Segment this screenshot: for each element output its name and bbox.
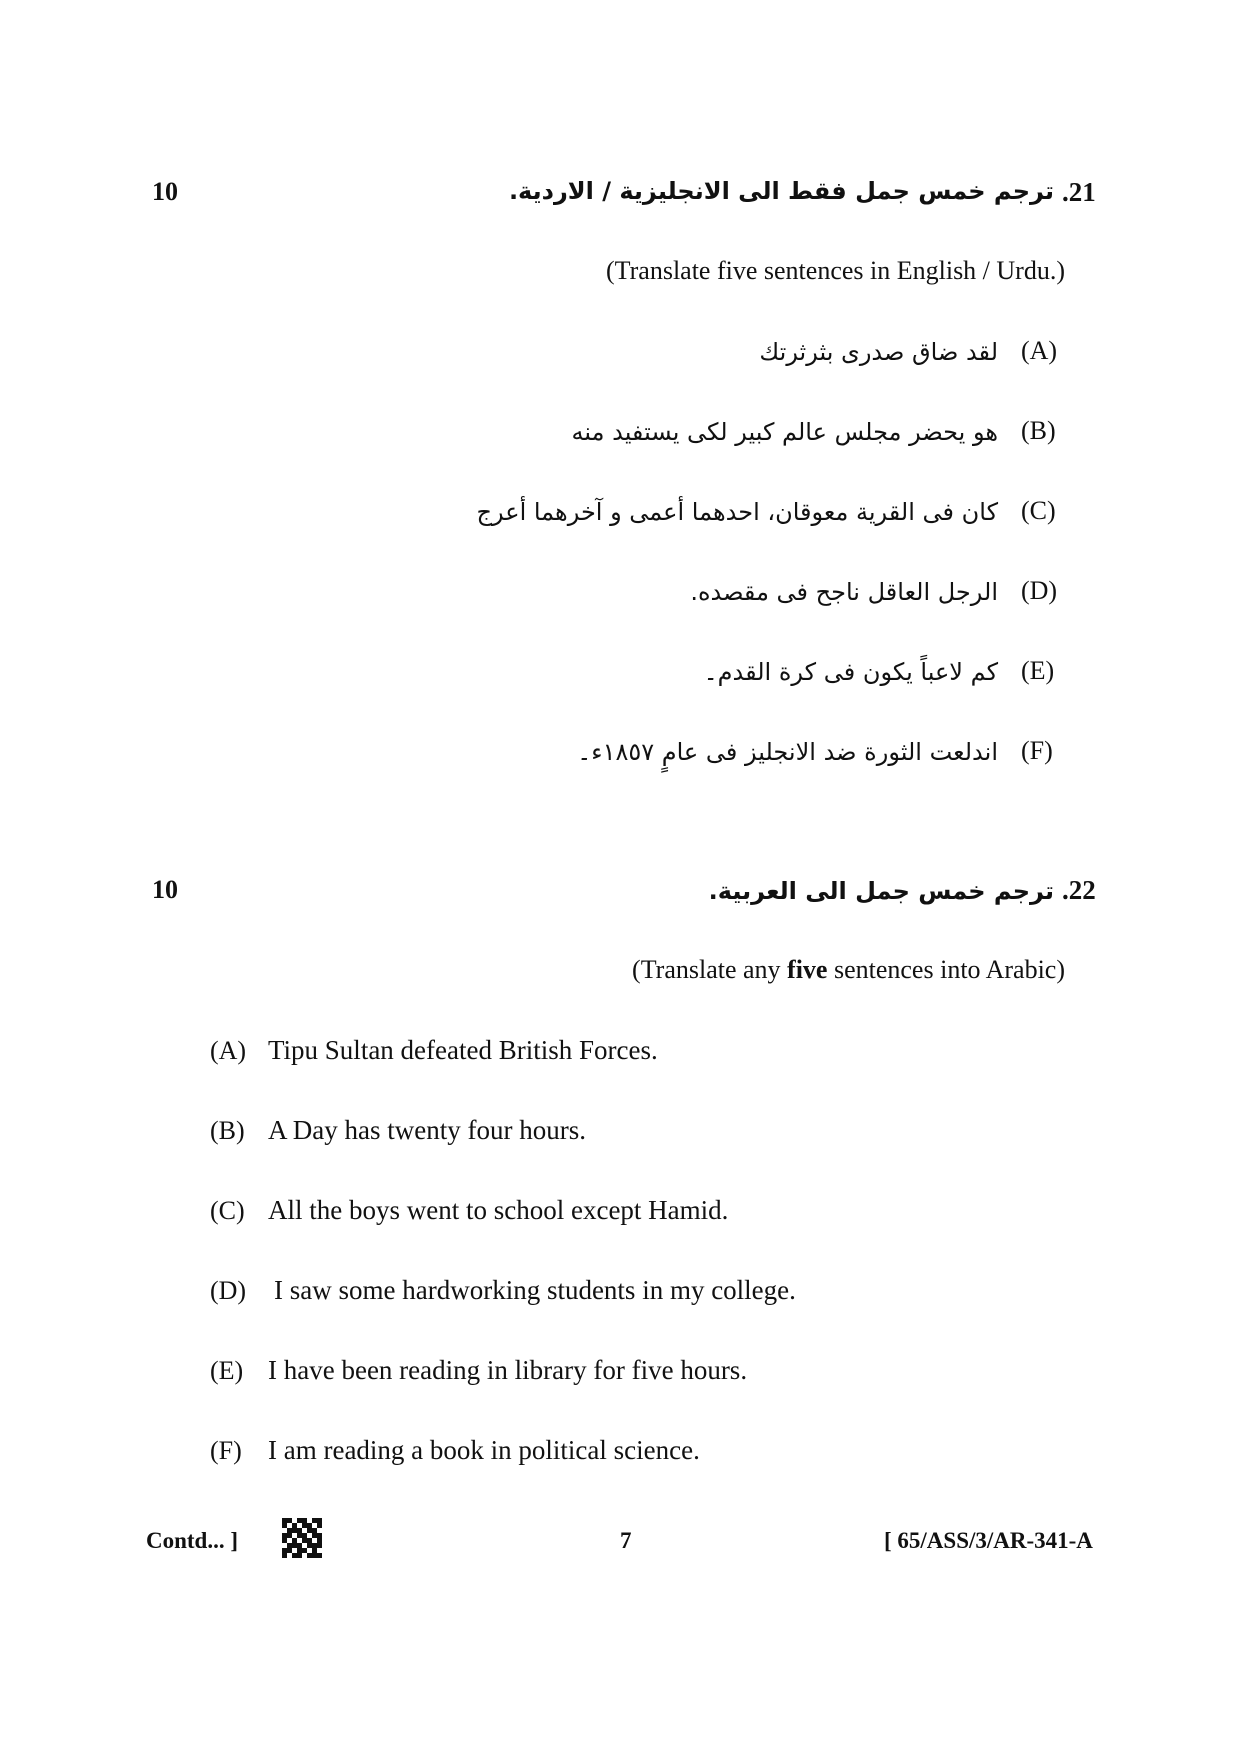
q22-instruction — [632, 955, 1065, 985]
q21-instruction: (Translate five sentences in English / Urdu.) — [606, 256, 1065, 285]
q22-option-e-text: I have been reading in library for five hours. — [268, 1355, 748, 1385]
q22-instruction-pre: (Translate any — [632, 955, 788, 984]
q21-option-f-text: اندلعت الثورة ضد الانجليز فى عامٍ ١٨٥٧ء۔ — [577, 738, 998, 766]
footer-page-number: 7 — [620, 1528, 632, 1553]
q22-option-a-text: Tipu Sultan defeated British Forces. — [268, 1035, 658, 1065]
q22-instruction-post: sentences into Arabic) — [827, 955, 1065, 984]
q21-option-c-text: كان فى القرية معوقان، احدهما أعمى و آخرهما أعرج — [476, 498, 998, 526]
q21-option-b-text: هو يحضر مجلس عالم كبير لكى يستفيد منه — [571, 418, 998, 446]
q22-option-d-text: I saw some hardworking students in my college. — [274, 1275, 796, 1305]
qr-code-icon — [282, 1518, 322, 1558]
q21-arabic-title: ترجم خمس جمل فقط الى الانجليزية / الاردية. — [508, 177, 1054, 205]
q22-option-c-text: All the boys went to school except Hamid. — [268, 1195, 729, 1225]
q21-option-e-label: (E) — [1021, 656, 1055, 685]
q22-number: .22 — [1062, 875, 1096, 905]
q22-marks: 10 — [152, 875, 178, 904]
q22-instruction-bold: five — [787, 955, 828, 984]
footer-contd: Contd... ] — [146, 1528, 239, 1553]
q21-option-a-text: لقد ضاق صدرى بثرثرتك — [759, 338, 998, 366]
q21-option-a-label: (A) — [1021, 336, 1058, 365]
q22-option-a-label: (A) — [210, 1036, 247, 1065]
q22-option-d-label: (D) — [210, 1276, 247, 1305]
q22-option-f-text: I am reading a book in political science. — [268, 1435, 700, 1465]
q22-arabic-title: ترجم خمس جمل الى العربية. — [708, 877, 1054, 905]
q22-option-e-label: (E) — [210, 1356, 244, 1385]
q21-option-d-label: (D) — [1021, 576, 1058, 605]
q21-option-b-label: (B) — [1021, 416, 1056, 445]
q21-option-d-text: الرجل العاقل ناجح فى مقصده. — [690, 578, 998, 606]
footer-code: [ 65/ASS/3/AR-341-A — [884, 1528, 1093, 1553]
q21-marks: 10 — [152, 177, 178, 206]
q21-option-e-text: كم لاعباً يكون فى كرة القدم۔ — [703, 658, 998, 686]
q22-option-f-label: (F) — [210, 1436, 242, 1465]
q22-option-b-text: A Day has twenty four hours. — [268, 1115, 586, 1145]
q22-option-b-label: (B) — [210, 1116, 245, 1145]
q21-number: .21 — [1062, 177, 1096, 207]
q22-option-c-label: (C) — [210, 1196, 245, 1225]
q21-option-c-label: (C) — [1021, 496, 1056, 525]
q21-option-f-label: (F) — [1021, 736, 1053, 765]
